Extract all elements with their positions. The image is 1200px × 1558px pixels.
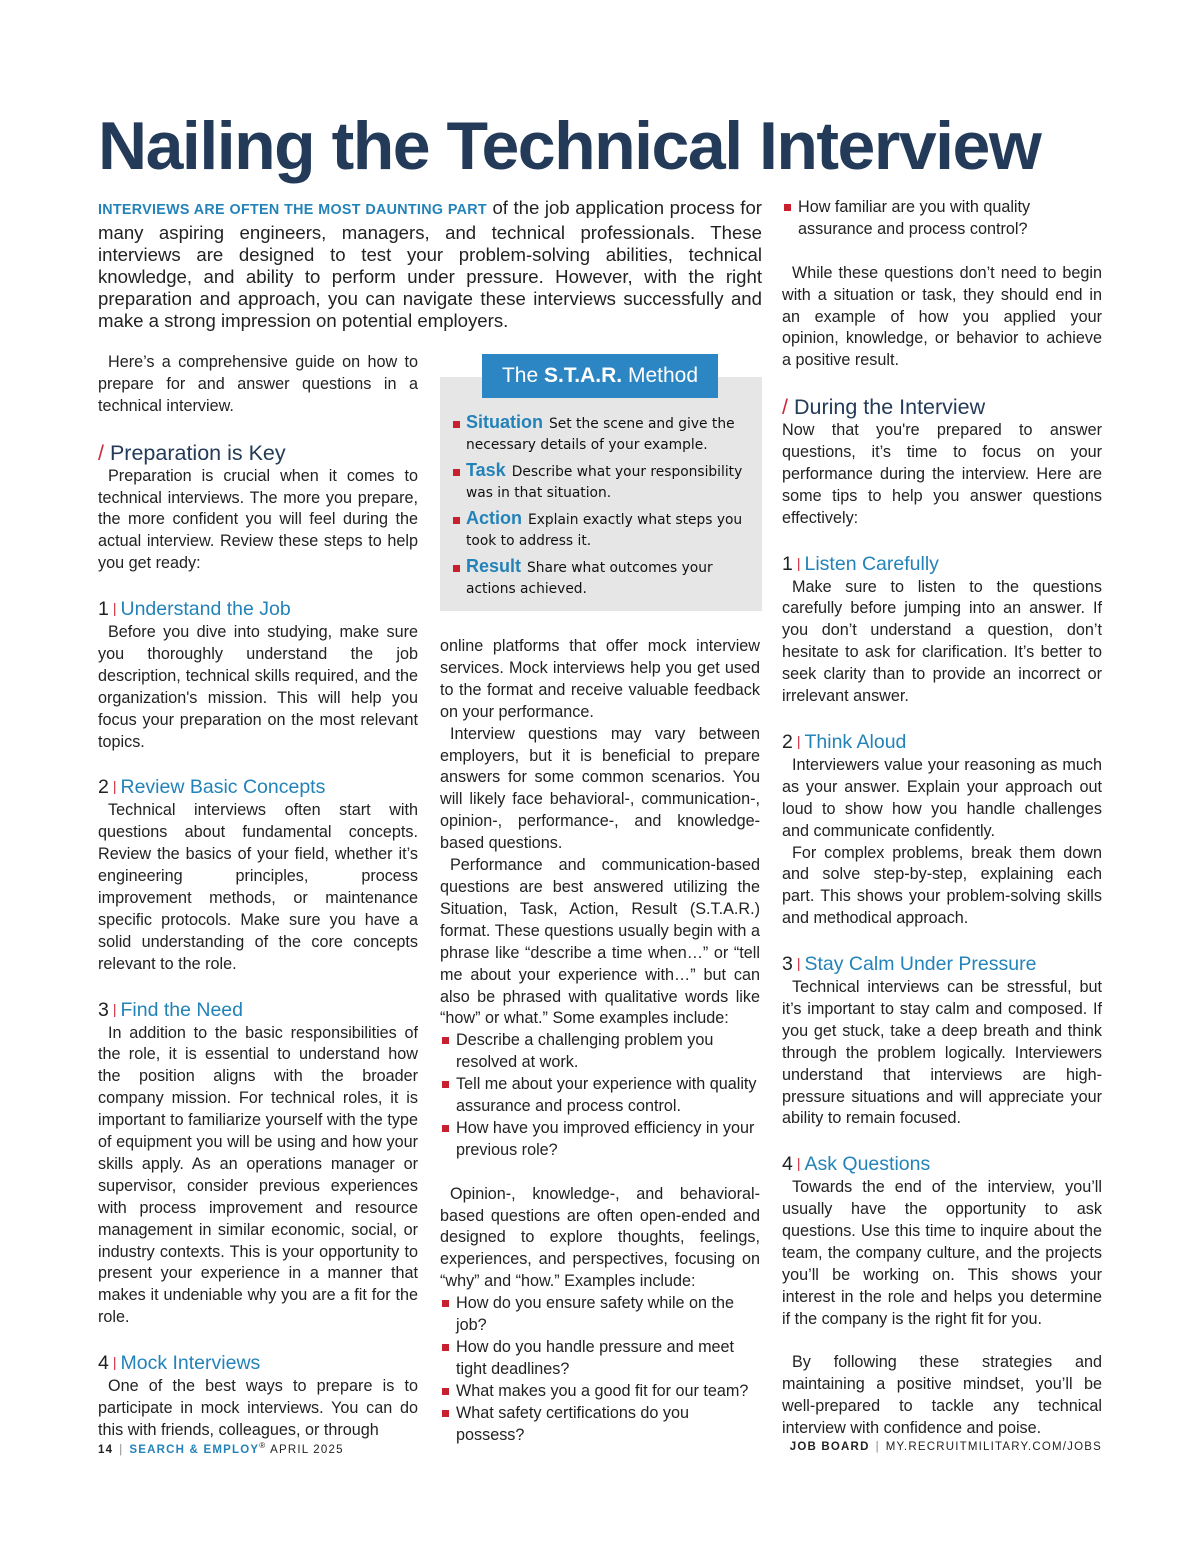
footer-right: JOB BOARD | MY.RECRUITMILITARY.COM/JOBS	[789, 1441, 1102, 1453]
step-heading: 2 | Think Aloud	[782, 730, 907, 753]
star-item: Situation Set the scene and give the necessary details of your example.	[452, 412, 752, 456]
step-paragraph: Technical interviews can be stressful, but it’s important to stay calm and composed. If you get stuck, take a deep breath and think through the problem logically. Interviewers understand that interviews are high-pressure situations and will appreciate your ability to remain focused.	[782, 978, 1102, 1128]
step-paragraph: In addition to the basic responsibilities of the role, it is essential to understand how the position aligns with the broader company mission. For technical roles, it is important to familiarize yourself with the type of equipment you will be using and how your skills apply. As an operations manager or supervisor, consider previous experiences with process improvement and resource management in similar economic, social, or industry contexts. This is your opportunity to present your experience in a manner that makes it undeniable why you are a fit for the role.	[98, 1023, 418, 1327]
page-title: Nailing the Technical Interview	[98, 108, 1041, 184]
list-item: How do you ensure safety while on the job?	[440, 1293, 760, 1337]
body-paragraph: Performance and communication-based questions are best answered utilizing the Situation, Task, Action, Result (S.T.A.R.) format. These questions usually begin with a phrase like “describe a time when…” or “tell me about your experience with…” but can also be phrased with qualitative words like “how” or what.” Some examples include:	[440, 856, 760, 1028]
step-paragraph: Technical interviews often start with questions about fundamental concepts. Review the basics of your field, whether it’s engineering principles, process improvement methods, or maintenance specific protocols. Make sure you have a solid understanding of the core concepts relevant to the role.	[98, 801, 418, 973]
star-item: Action Explain exactly what steps you took to address it.	[452, 508, 752, 552]
body-paragraph: Now that you're prepared to answer questions, it’s time to focus on your performance during the interview. Here are some tips to help you answer questions effectively:	[782, 421, 1102, 527]
list-item: What safety certifications do you possess?	[440, 1403, 760, 1447]
list-item: How familiar are you with quality assurance and process control?	[782, 197, 1102, 241]
column-1	[98, 352, 418, 1442]
step-heading: 1 | Understand the Job	[98, 598, 291, 621]
list-item: What makes you a good fit for our team?	[440, 1381, 760, 1403]
intro-text: of the job application process for many aspiring engineers, managers, and technical professionals. These interviews are designed to test your problem-solving abilities, technical knowledge, and ability to perform under pressure. However, with the right preparation and approach, you can navigate these interviews successfully and make a strong impression on potential employers.	[98, 197, 762, 331]
list-item: How do you handle pressure and meet tight deadlines?	[440, 1337, 760, 1381]
body-paragraph: Interview questions may vary between employers, but it is beneficial to prepare answers for some common scenarios. You will likely face behavioral-, communication-, opinion-, performance-, and knowledge-based questions.	[440, 724, 760, 853]
list-item: Describe a challenging problem you resolved at work.	[440, 1030, 760, 1074]
section-heading-preparation: / Preparation is Key	[98, 440, 286, 465]
step-heading: 2 | Review Basic Concepts	[98, 776, 326, 799]
footer-left: 14 | SEARCH & EMPLOY® APRIL 2025	[98, 1441, 344, 1456]
step-heading: 1 | Listen Carefully	[782, 552, 939, 575]
step-heading: 4 | Ask Questions	[782, 1153, 931, 1176]
body-paragraph: online platforms that offer mock interview services. Mock interviews help you get used to the format and receive valuable feedback on your performance.	[440, 637, 760, 721]
step-paragraph: Interviewers value your reasoning as much as your answer. Explain your approach out loud to show how you handle challenges and communicate confidently.	[782, 755, 1102, 840]
step-paragraph: For complex problems, break them down and solve step-by-step, explaining each part. This shows your problem-solving skills and methodical approach.	[782, 843, 1102, 928]
column-3-content	[782, 197, 1102, 1440]
star-method-heading: The S.T.A.R. Method	[482, 354, 718, 398]
example-list	[440, 1030, 760, 1161]
step-paragraph: Make sure to listen to the questions carefully before jumping into an answer. If you don’t understand a question, don’t hesitate to ask for clarification. It’s better to seek clarity than to provide an incorrect or irrelevant answer.	[782, 577, 1102, 706]
body-paragraph: While these questions don’t need to begin with a situation or task, they should end in an example of how you applied your opinion, knowledge, or behavior to achieve a positive result.	[782, 263, 1102, 370]
body-paragraph: Opinion-, knowledge-, and behavioral-based questions are often open-ended and designed to explore thoughts, feelings, experiences, and perspectives, focusing on “why” and “how.” Examples include:	[440, 1184, 760, 1291]
star-item: Result Share what outcomes your actions achieved.	[452, 556, 752, 600]
list-item: How have you improved efficiency in your previous role?	[440, 1118, 760, 1162]
step-paragraph: One of the best ways to prepare is to participate in mock interviews. You can do this with friends, colleagues, or through	[98, 1377, 418, 1439]
example-list	[782, 197, 1102, 241]
closing-paragraph: By following these strategies and maintaining a positive mindset, you’ll be well-prepared to tackle any technical interview with confidence and poise.	[782, 1353, 1102, 1438]
column-2	[440, 636, 760, 1447]
preparation-paragraph: Preparation is crucial when it comes to technical interviews. The more you prepare, the more confident you will feel during the actual interview. Review these steps to help you get ready:	[98, 466, 418, 573]
star-item: Task Describe what your responsibility was in that situation.	[452, 460, 752, 504]
step-paragraph: Towards the end of the interview, you’ll usually have the opportunity to ask questions. Use this time to inquire about the team, the company culture, and the projects you’ll be working on. This shows your interest in the role and helps you determine if the company is the right fit for you.	[782, 1178, 1102, 1328]
footer-url[interactable]: MY.RECRUITMILITARY.COM/JOBS	[885, 1441, 1102, 1453]
step-heading: 3 | Stay Calm Under Pressure	[782, 953, 1037, 976]
example-list	[440, 1293, 760, 1446]
guide-paragraph: Here’s a comprehensive guide on how to prepare for and answer questions in a technical interview.	[98, 353, 418, 415]
list-item: Tell me about your experience with quality assurance and process control.	[440, 1074, 760, 1118]
star-method-list	[452, 412, 752, 604]
step-heading: 3 | Find the Need	[98, 998, 243, 1021]
intro-lead: INTERVIEWS ARE OFTEN THE MOST DAUNTING PART	[98, 202, 487, 218]
section-heading-during: / During the Interview	[782, 395, 986, 420]
intro-paragraph	[98, 197, 762, 331]
step-paragraph: Before you dive into studying, make sure you thoroughly understand the job description, technical skills required, and the organization's mission. This will help you focus your preparation on the most relevant topics.	[98, 623, 418, 751]
step-heading: 4 | Mock Interviews	[98, 1352, 261, 1375]
